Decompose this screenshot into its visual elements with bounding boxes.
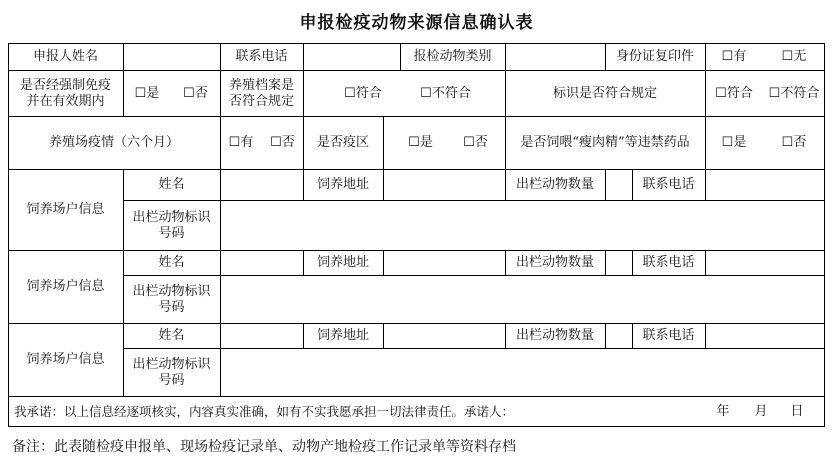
farmer-info-label: 饲养场户信息 <box>26 352 105 367</box>
tag-number-line2: 号码 <box>158 372 185 388</box>
farmer-phone-label: 联系电话 <box>642 177 695 192</box>
farmer-phone-label: 联系电话 <box>642 328 695 343</box>
applicant-name-label: 申报人姓名 <box>32 49 98 64</box>
farmer-address-label: 饲养地址 <box>316 255 369 270</box>
contact-phone-label: 联系电话 <box>235 49 288 64</box>
lean-meat-yes-checkbox[interactable]: ☐是 <box>721 135 747 150</box>
farmer-info-label: 饲养场户信息 <box>26 202 105 217</box>
farmer-name-label: 姓名 <box>158 177 185 192</box>
epidemic-zone-label: 是否疫区 <box>316 135 369 150</box>
tag-number-line1: 出栏动物标识 <box>132 209 211 225</box>
animal-category-label: 报检动物类别 <box>413 49 492 64</box>
marking-not-ok-checkbox[interactable]: ☐不符合 <box>768 85 820 101</box>
tag-number-line2: 号码 <box>158 299 185 315</box>
tag-number-line1: 出栏动物标识 <box>132 356 211 372</box>
pledge-year-label: 年 <box>716 403 730 419</box>
records-label-line1: 养殖档案是 <box>228 77 294 93</box>
id-copy-no-checkbox[interactable]: ☐无 <box>781 49 807 64</box>
pledge-day-label: 日 <box>790 403 804 419</box>
lean-meat-no-checkbox[interactable]: ☐否 <box>781 135 807 150</box>
pledge-month-label: 月 <box>754 403 768 419</box>
lean-meat-label: 是否饲喂“瘦肉精”等违禁药品 <box>520 135 690 150</box>
epidemic-label: 养殖场疫情（六个月） <box>48 135 179 150</box>
farmer-name-label: 姓名 <box>158 328 185 343</box>
records-label-line2: 否符合规定 <box>228 93 294 109</box>
records-not-ok-checkbox[interactable]: ☐不符合 <box>420 85 471 101</box>
zone-yes-checkbox[interactable]: ☐是 <box>408 135 433 150</box>
quantity-label: 出栏动物数量 <box>515 255 594 270</box>
records-label <box>220 71 303 116</box>
farmer-phone-label: 联系电话 <box>642 255 695 270</box>
immunization-label <box>8 71 123 116</box>
page-title: 申报检疫动物来源信息确认表 <box>299 13 534 33</box>
tag-number-label <box>123 276 220 323</box>
records-ok-checkbox[interactable]: ☐符合 <box>344 85 382 101</box>
quantity-label: 出栏动物数量 <box>515 328 594 343</box>
tag-number-line2: 号码 <box>158 225 185 241</box>
remarks-note: 备注：此表随检疫申报单、现场检疫记录单、动物产地检疫工作记录单等资料存档 <box>12 439 516 455</box>
farmer-address-label: 饲养地址 <box>316 177 369 192</box>
tag-number-label <box>123 201 220 250</box>
epidemic-no-checkbox[interactable]: ☐否 <box>270 135 295 150</box>
epidemic-yes-checkbox[interactable]: ☐有 <box>228 135 254 150</box>
immunization-label-line2: 并在有效期内 <box>26 93 105 109</box>
marking-ok-checkbox[interactable]: ☐符合 <box>715 85 753 101</box>
farmer-name-label: 姓名 <box>158 255 185 270</box>
tag-number-label <box>123 349 220 396</box>
immunization-no-checkbox[interactable]: ☐否 <box>183 85 208 101</box>
zone-no-checkbox[interactable]: ☐否 <box>463 135 488 150</box>
confirmation-form-table <box>8 43 825 427</box>
immunization-label-line1: 是否经强制免疫 <box>19 77 111 93</box>
farmer-address-label: 饲养地址 <box>316 328 369 343</box>
tag-number-line1: 出栏动物标识 <box>132 283 211 299</box>
pledge-statement: 我承诺：以上信息经逐项核实，内容真实准确，如有不实我愿承担一切法律责任。承诺人： <box>14 403 515 419</box>
id-copy-yes-checkbox[interactable]: ☐有 <box>721 49 747 64</box>
quantity-label: 出栏动物数量 <box>515 177 594 192</box>
marking-label: 标识是否符合规定 <box>552 85 657 101</box>
id-copy-label: 身份证复印件 <box>615 49 694 64</box>
farmer-info-label: 饲养场户信息 <box>26 279 105 294</box>
immunization-yes-checkbox[interactable]: ☐是 <box>134 85 160 101</box>
